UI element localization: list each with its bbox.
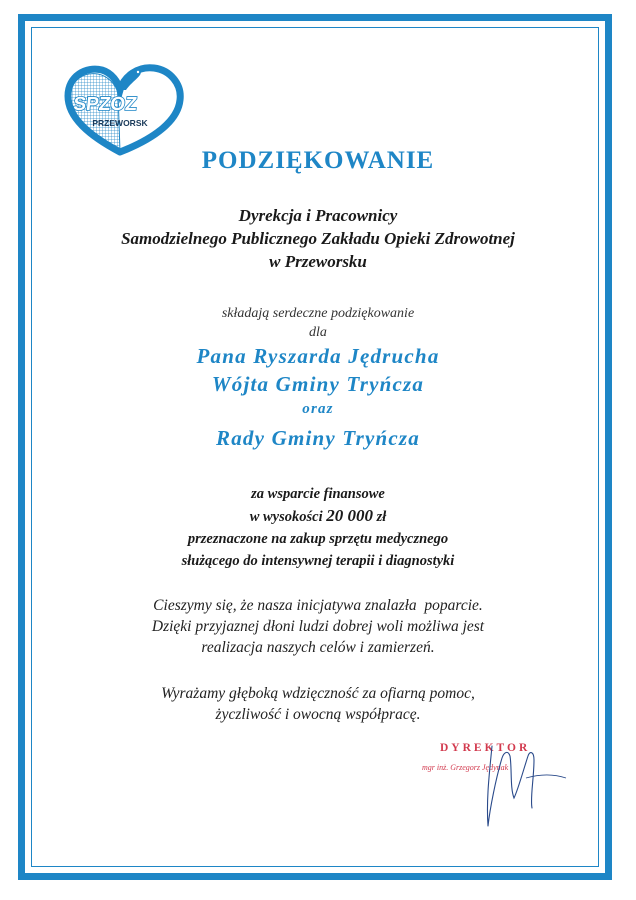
paragraph-1 [40,595,596,658]
support-amount: 20 000 [326,506,373,525]
issuer-block [40,204,596,273]
recipient-line-1: Pana Ryszarda Jędrucha [196,344,440,368]
stamp-role: DYREKTOR [440,742,531,754]
signature-block [400,738,590,833]
issuer-line-2: Samodzielnego Publicznego Zakładu Opieki Zdrowotnej [121,229,515,248]
support-line-4: służącego do intensywnej terapii i diagnostyki [181,553,455,569]
paragraph-1-line-2: Dzięki przyjaznej dłoni ludzi dobrej woli możliwa jest [151,618,485,635]
support-amount-prefix: w wysokości [249,509,323,525]
paragraph-2 [40,683,596,725]
paragraph-1-line-3: realizacja naszych celów i zamierzeń. [201,639,435,656]
recipient-conjunction: oraz [302,401,334,417]
paragraph-1-line-1: Cieszymy się, że nasza inicjatywa znalazła poparcie. [153,597,483,614]
support-currency: zł [376,509,387,525]
document-title: PODZIĘKOWANIE [201,147,435,174]
recipient-line-2: Wójta Gminy Tryńcza [211,372,425,396]
thanks-line-2: dla [309,325,327,340]
support-line-1: za wsparcie finansowe [251,486,385,502]
support-block [40,483,596,572]
issuer-line-3: w Przeworsku [269,252,367,271]
recipient-line-3: Rady Gminy Tryńcza [216,426,420,450]
logo-sub-text: PRZEWORSK [92,118,148,128]
recipient-block [40,342,596,452]
paragraph-2-line-1: Wyrażamy głęboką wdzięczność za ofiarną pomoc, [161,685,475,702]
stamp-signer: mgr inż. Grzegorz Jędynak [422,763,509,772]
thanks-block [40,304,596,342]
support-amount-line [40,505,596,528]
support-line-3: przeznaczone na zakup sprzętu medycznego [187,531,449,547]
thanks-line-1: składają serdeczne podziękowanie [221,306,415,321]
handwritten-signature [430,738,580,833]
spzoz-logo [60,58,190,158]
logo-main-text: SPZOZ [72,94,138,115]
issuer-line-1: Dyrekcja i Pracownicy [238,206,398,225]
paragraph-2-line-2: życzliwość i owocną współpracę. [215,706,421,723]
